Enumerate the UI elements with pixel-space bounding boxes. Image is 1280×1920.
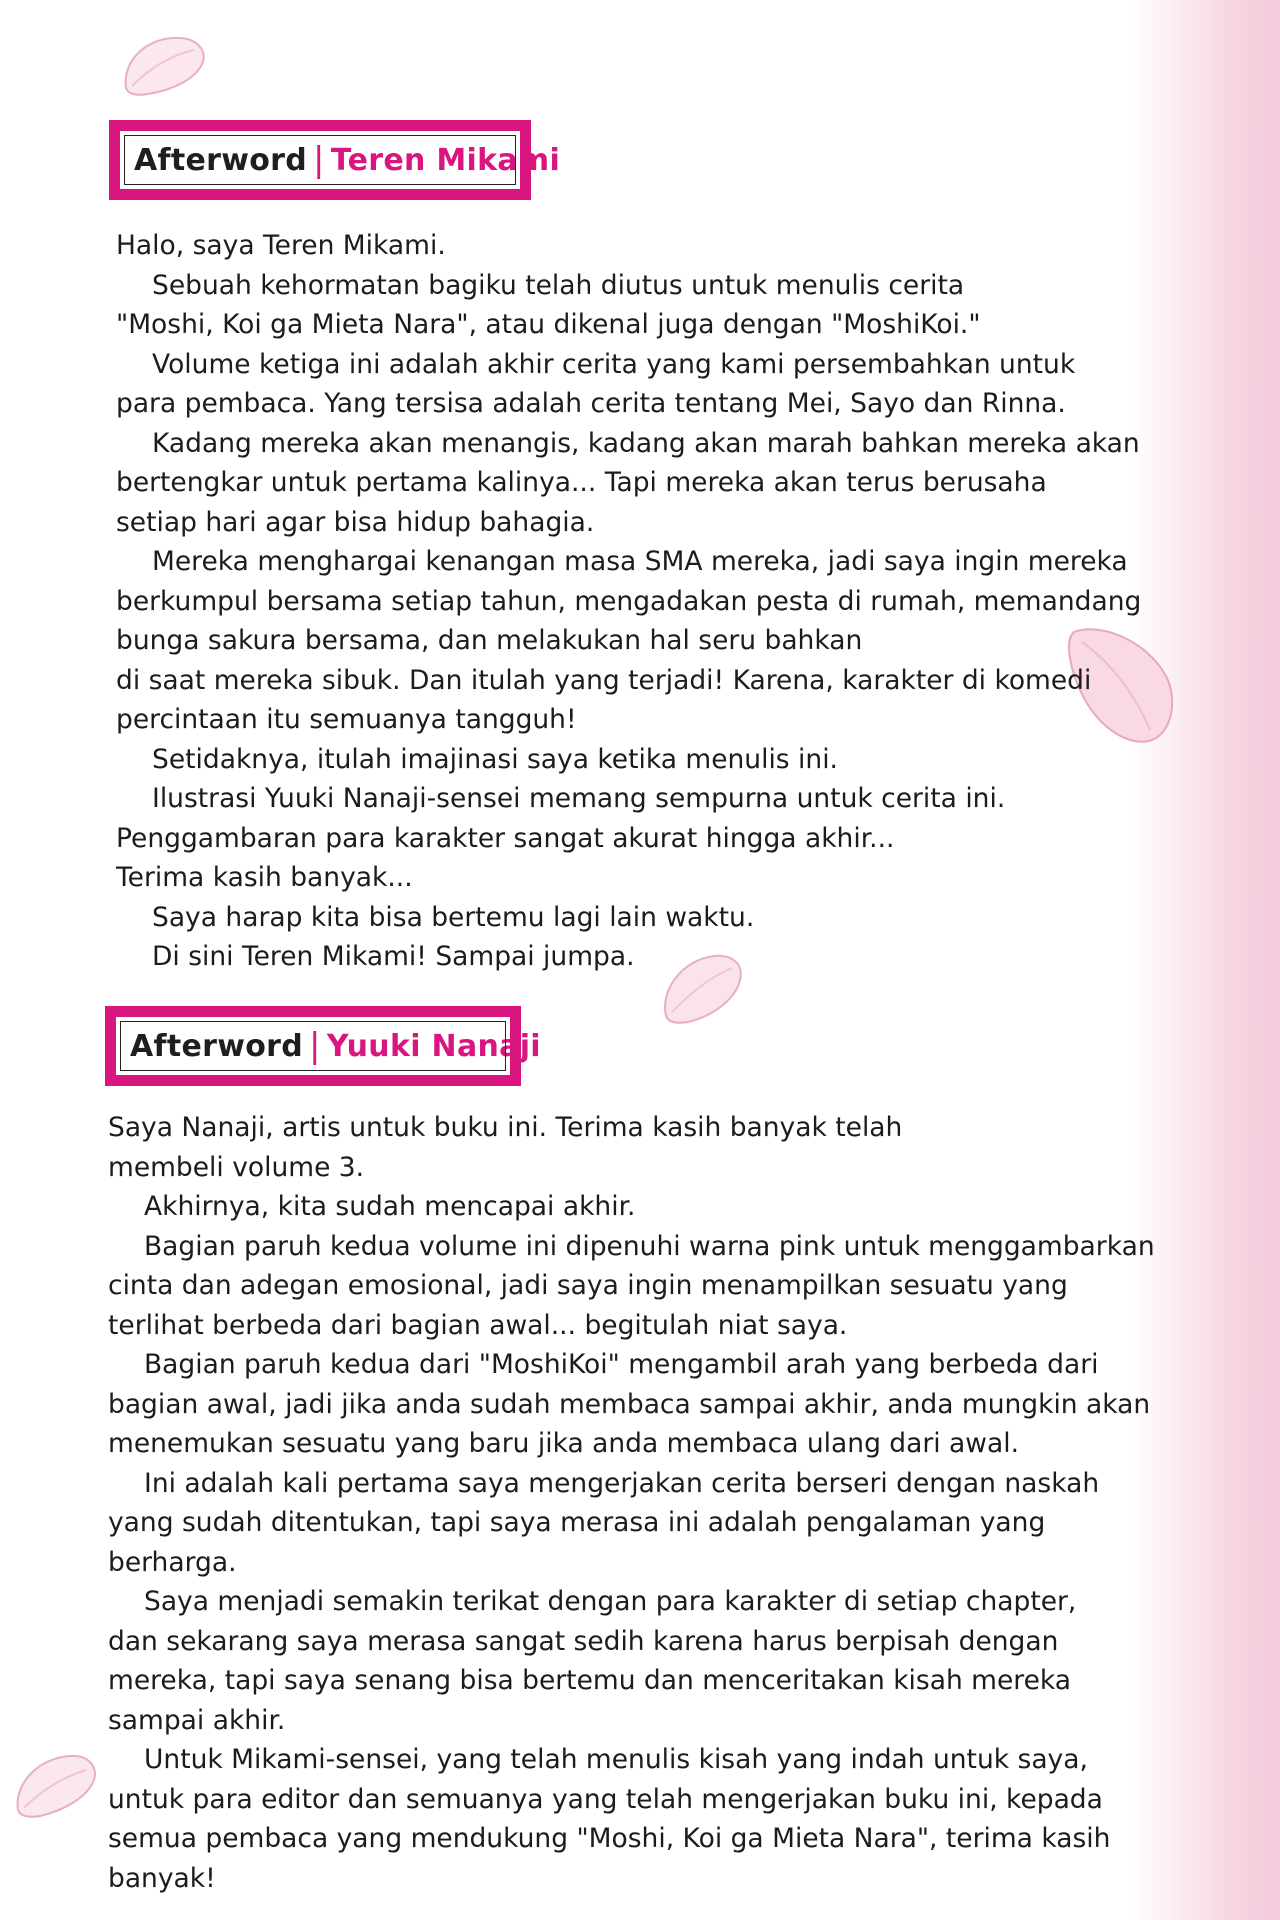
text-line: banyak! — [108, 1862, 216, 1894]
text-line: Ilustrasi Yuuki Nanaji-sensei memang sempurna untuk cerita ini. — [152, 783, 1006, 814]
petal-bottom-left-icon — [10, 1750, 100, 1824]
text-line: Saya Nanaji, artis untuk buku ini. Terima kasih banyak telah — [108, 1112, 903, 1143]
text-line: membeli volume 3. — [108, 1151, 365, 1183]
header-separator: | — [313, 140, 325, 180]
text-line: Di sini Teren Mikami! Sampai jumpa. — [152, 941, 635, 972]
text-line: Kadang mereka akan menangis, kadang akan marah bahkan mereka akan — [152, 427, 1140, 459]
text-line: untuk para editor dan semuanya yang telah mengerjakan buku ini, kepada — [108, 1783, 1103, 1815]
header-author-name: Yuuki Nanaji — [326, 1028, 541, 1064]
text-line: bagian awal, jadi jika anda sudah membaca sampai akhir, anda mungkin akan — [108, 1388, 1151, 1420]
text-line: bunga sakura bersama, dan melakukan hal seru bahkan — [116, 625, 863, 656]
text-line: percintaan itu semuanya tangguh! — [116, 704, 577, 735]
text-line: berkumpul bersama setiap tahun, mengadakan pesta di rumah, memandang — [116, 585, 1142, 617]
text-line: Saya harap kita bisa bertemu lagi lain waktu. — [152, 901, 755, 933]
text-line: Akhirnya, kita sudah mencapai akhir. — [144, 1191, 636, 1222]
petal-top-left-icon — [118, 30, 210, 102]
text-line: Sebuah kehormatan bagiku telah diutus untuk menulis cerita — [152, 269, 965, 301]
afterword-body-nanaji — [108, 1108, 1208, 1898]
header-label: Afterword — [130, 1028, 304, 1064]
text-line: Terima kasih banyak... — [116, 862, 413, 893]
text-line: dan sekarang saya merasa sangat sedih karena harus berpisah dengan — [108, 1625, 1059, 1657]
text-line: "Moshi, Koi ga Mieta Nara", atau dikenal juga dengan "MoshiKoi." — [116, 309, 981, 340]
text-line: cinta dan adegan emosional, jadi saya ingin menampilkan sesuatu yang — [108, 1270, 1068, 1301]
text-line: berharga. — [108, 1546, 237, 1578]
text-line: Saya menjadi semakin terikat dengan para karakter di setiap chapter, — [144, 1586, 1077, 1617]
text-line: Bagian paruh kedua dari "MoshiKoi" mengambil arah yang berbeda dari — [144, 1349, 1099, 1380]
text-line: mereka, tapi saya senang bisa bertemu dan menceritakan kisah mereka — [108, 1665, 1072, 1696]
text-line: yang sudah ditentukan, tapi saya merasa ini adalah pengalaman yang — [108, 1507, 1046, 1538]
text-line: Halo, saya Teren Mikami. — [116, 230, 446, 261]
afterword-body-mikami — [116, 226, 1216, 977]
text-line: semua pembaca yang mendukung "Moshi, Koi ga Mieta Nara", terima kasih — [108, 1823, 1111, 1854]
text-line: Penggambaran para karakter sangat akurat hingga akhir... — [116, 822, 895, 854]
text-line: di saat mereka sibuk. Dan itulah yang terjadi! Karena, karakter di komedi — [116, 664, 1092, 696]
text-line: Volume ketiga ini adalah akhir cerita yang kami persembahkan untuk — [152, 348, 1076, 380]
text-line: para pembaca. Yang tersisa adalah cerita tentang Mei, Sayo dan Rinna. — [116, 388, 1066, 419]
text-line: Mereka menghargai kenangan masa SMA mereka, jadi saya ingin mereka — [152, 546, 1128, 577]
text-line: terlihat berbeda dari bagian awal... begitulah niat saya. — [108, 1309, 848, 1341]
text-line: bertengkar untuk pertama kalinya... Tapi mereka akan terus berusaha — [116, 467, 1047, 498]
header-author-name: Teren Mikami — [330, 142, 561, 178]
text-line: menemukan sesuatu yang baru jika anda membaca ulang dari awal. — [108, 1428, 1019, 1459]
text-line: Untuk Mikami-sensei, yang telah menulis kisah yang indah untuk saya, — [144, 1744, 1088, 1775]
header-label: Afterword — [134, 142, 308, 178]
text-line: sampai akhir. — [108, 1704, 286, 1736]
text-line: Ini adalah kali pertama saya mengerjakan cerita berseri dengan naskah — [144, 1467, 1100, 1499]
text-line: setiap hari agar bisa hidup bahagia. — [116, 506, 595, 538]
text-line: Setidaknya, itulah imajinasi saya ketika menulis ini. — [152, 743, 838, 775]
afterword-header-mikami — [110, 121, 561, 199]
header-separator: | — [309, 1026, 321, 1066]
afterword-header-nanaji — [106, 1007, 541, 1085]
text-line: Bagian paruh kedua volume ini dipenuhi warna pink untuk menggambarkan — [144, 1230, 1155, 1262]
